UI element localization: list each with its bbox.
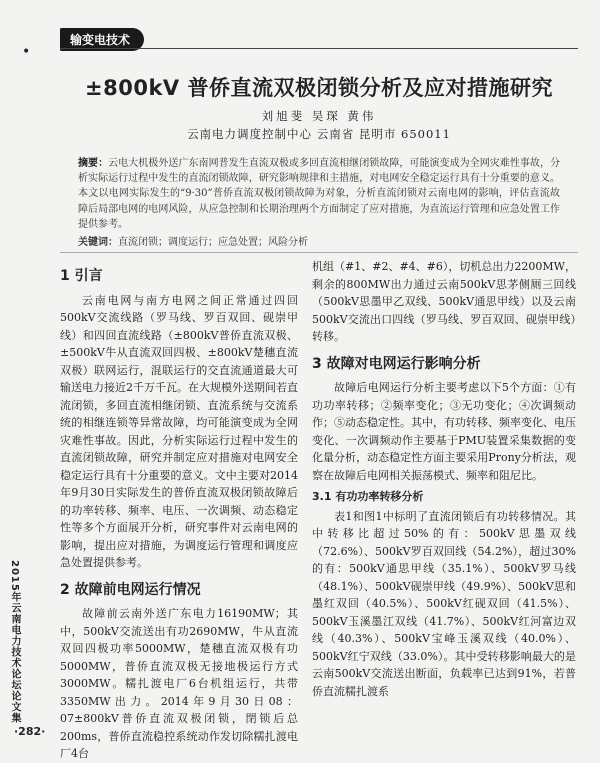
section-3-1-paragraph: 表1和图1中标明了直流闭锁后有功转移情况。其中转移比超过50%的有：500kV思墨双线（72.6%）、500kV罗百双回线（54.2%），超过30%的有：500kV通思甲线（35.1%）、500kV罗马线（48.1%）、500kV砚崇甲线（49.9%）、500kV思和墨红双回（40.5%）、500kV红砚双回（41.5%）、500kV玉溪墨江双线（41.7%）、500kV红河富边双线（40.3%）、500kV宝峰玉溪双线（40.0%）、500kV红宁双线（33.0%）。其中受转移影响最大的是云南500kV交流送出断面，负载率已达到91%，若普侨直流糯扎渡系 (312, 509, 576, 698)
abstract-text: 云电大机极外送广东南网普发生直流双极或多回直流相继闭锁故障，可能演变成为全网灾难性事故，分析实际运行过程中发生的直流闭锁故障，研究影响规律和主措施，对电网安全稳定运行具有十分重要的意义。本文以电网实际发生的“9·30”普侨直流双极闭锁故障为对象，分析直流闭锁对云南电网的影响，评估直流故障后局部电网的电网风险，从应急控制和长期治理两个方面制定了应对措施，为直流运行管理和应急处置工作提供参考。 (78, 158, 561, 230)
section-2-heading: 2 故障前电网运行情况 (60, 581, 201, 598)
section-3-paragraph: 故障后电网运行分析主要考虑以下5个方面：①有功功率转移；②频率变化；③无功变化；④次调频动作；⑤动态稳定性。其中，有功转移、频率变化、电压变化、一次调频动作主要基于PMU装置采集数据的变化量分析，动态稳定性方面主要采用Prony分析法，观察在故障后电网相关振荡模式、频率和阻尼比。 (312, 381, 576, 482)
abstract (78, 156, 560, 232)
right-column (312, 258, 576, 700)
abstract-label: 摘要： (78, 158, 109, 169)
section-1-paragraph: 云南电网与南方电网之间正常通过四回500kV交流线路（罗马线、罗百双回、砚崇甲线）和四回直流线路（±800kV普侨直流双极、±500kV牛从直流双回四极、±800kV楚穗直流双极）联网运行，混联运行的交直流通道最大可输送电力接近2千万千瓦。在大规模外送期间若直流闭锁，多回直流相继闭锁、直流系统与交流系统的相继连锁等异常故障，均可能演变成为全网灾难性事故。因此，分析实际运行过程中发生的直流闭锁故障，研究并制定应对措施对电网安全稳定运行具有十分重要的意义。文中主要对2014年9月30日实际发生的普侨直流双极闭锁故障后的功率转移、频率、电压、一次调频、动态稳定性等多个方面展开分析，研究事件对云南电网的影响，提出应对措施，为调度运行管理和调度应急处置提供参考。 (60, 293, 298, 569)
header-dot: • (22, 44, 31, 60)
keywords-label: 关键词： (78, 237, 118, 248)
header-rule (60, 48, 578, 49)
journal-header-badge: 输变电技术 (60, 28, 144, 51)
page-number: ·282· (14, 725, 46, 738)
section-3-1-heading: 3.1 有功功率转移分析 (312, 490, 424, 503)
left-column (60, 258, 298, 763)
abstract-rule (60, 252, 578, 253)
keywords-text: 直流闭锁；调度运行；应急处置；风险分析 (118, 237, 308, 248)
section-2-continuation: 机组（#1、#2、#4、#6），切机总出力2200MW，剩余的800MW出力通过云南500kV思茅侧厕三回线（500kV思墨甲乙双线、500kV通思甲线）以及云南500kV交流出口四线（罗马线、罗百双回、砚崇甲线）转移。 (312, 260, 576, 343)
section-1-heading: 1 引言 (60, 268, 103, 284)
section-2-paragraph: 故障前云南外送广东电力16190MW；其中，500kV交流送出有功2690MW，牛从直流双回四极功率5000MW，楚穗直流双极有功5000MW，普侨直流双极无接地极运行方式3000MW。糯扎渡电厂6台机组运行，共带3350MW出力。2014年9月30日08：07±800kV普侨直流双极闭锁，閉锁后总200ms，普侨直流稳控系统动作发切除糯扎渡电厂4台 (60, 607, 298, 760)
paper-authors: 刘旭斐 吴琛 黄伟 (261, 109, 377, 123)
keywords (78, 233, 560, 248)
proceedings-side-label: 2015年云南电力技术论坛论文集 (9, 560, 20, 724)
section-3-heading: 3 故障对电网运行影响分析 (312, 355, 481, 372)
paper-title: ±800kV 普侨直流双极闭锁分析及应对措施研究 (85, 76, 553, 100)
paper-affiliation: 云南电力调度控制中心 云南省 昆明市 650011 (187, 127, 451, 141)
